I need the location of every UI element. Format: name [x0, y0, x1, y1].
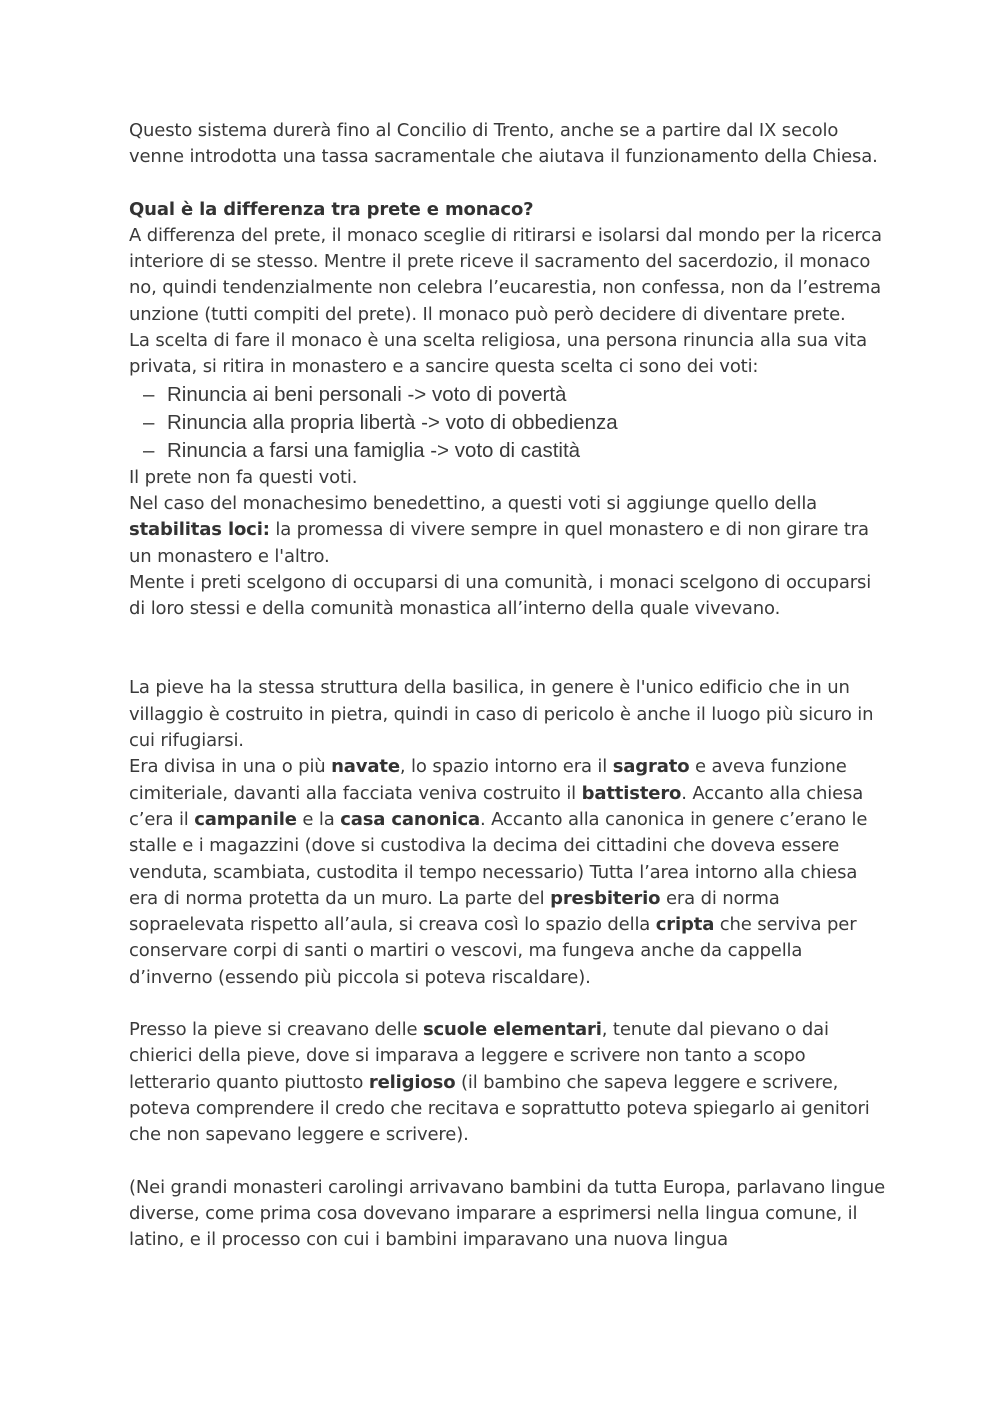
- pieve-layout-paragraph: Era divisa in una o più navate, lo spazio intorno era il sagrato e aveva funzione cimiteriale, davanti alla facciata veniva costruito il battistero. Accanto alla chiesa c’era il campanile e la casa canonica. Accanto alla canonica in genere c’erano le stalle e i magazzini (dove si custodiva la decima dei cittadini che doveva essere venduta, scambiata, custodita il tempo necessario) Tutta l’area intorno alla chiesa era di norma protetta da un muro. La parte del presbiterio era di norma sopraelevata rispetto all’aula, si creava così lo spazio della cripta che serviva per conservare corpi di santi o martiri o vescovi, ma fungeva anche da cappella d’inverno (essendo più piccola si poteva riscaldare).: [129, 756, 868, 988]
- spacer: [129, 1149, 889, 1175]
- monk-choice-paragraph: La scelta di fare il monaco è una scelta religiosa, una persona rinuncia alla sua vita privata, si ritira in monastero e a sancire questa scelta ci sono dei voti:: [129, 330, 867, 378]
- bold-term: casa canonica: [340, 808, 481, 830]
- carolingian-paragraph: (Nei grandi monasteri carolingi arrivavano bambini da tutta Europa, parlavano lingue diverse, come prima cosa dovevano imparare a esprimersi nella lingua comune, il latino, e il processo con cui i bambini imparavano una nuova lingua: [129, 1176, 886, 1251]
- list-item: – Rinuncia alla propria libertà -> voto di obbedienza: [129, 409, 889, 437]
- bold-term: battistero: [581, 782, 682, 804]
- list-item: – Rinuncia ai beni personali -> voto di povertà: [129, 381, 889, 409]
- spacer: [129, 991, 889, 1017]
- intro-paragraph: Questo sistema durerà fino al Concilio di Trento, anche se a partire dal IX secolo venne introdotta una tassa sacramentale che aiutava il funzionamento della Chiesa.: [129, 120, 878, 168]
- bold-term: navate: [331, 756, 400, 778]
- bold-term: campanile: [194, 808, 297, 830]
- bold-term: religioso: [368, 1071, 456, 1093]
- list-item: – Rinuncia a farsi una famiglia -> voto di castità: [129, 437, 889, 465]
- bold-term: presbiterio: [550, 887, 661, 909]
- bold-term: cripta: [655, 914, 715, 936]
- dash-bullet: –: [143, 382, 155, 406]
- bold-term: sagrato: [612, 756, 690, 778]
- spacer: [129, 171, 889, 197]
- community-paragraph: Mente i preti scelgono di occuparsi di una comunità, i monaci scelgono di occuparsi di loro stessi e della comunità monastica all’interno della quale vivevano.: [129, 571, 872, 620]
- priest-no-votes-paragraph: Il prete non fa questi voti.: [129, 466, 358, 488]
- dash-bullet: –: [143, 438, 155, 462]
- section-heading: Qual è la differenza tra prete e monaco?: [129, 198, 534, 220]
- schools-paragraph: Presso la pieve si creavano delle scuole elementari, tenute dal pievano o dai chierici della pieve, dove si imparava a leggere e scrivere non tanto a scopo letterario quanto piuttosto religioso (il bambino che sapeva leggere e scrivere, poteva comprendere il credo che recitava e soprattutto poteva spiegarlo ai genitori che non sapevano leggere e scrivere).: [129, 1019, 870, 1146]
- stabilitas-paragraph: Nel caso del monachesimo benedettino, a questi voti si aggiunge quello della stabilitas loci: la promessa di vivere sempre in quel monastero e di non girare tra un monastero e l'altro.: [129, 492, 869, 567]
- monk-priest-paragraph: A differenza del prete, il monaco sceglie di ritirarsi e isolarsi dal mondo per la ricerca interiore di se stesso. Mentre il prete riceve il sacramento del sacerdozio, il monaco no, quindi tendenzialmente non celebra l’eucarestia, non confessa, non da l’estrema unzione (tutti compiti del prete). Il monaco può però decidere di diventare prete.: [129, 224, 882, 325]
- pieve-structure-paragraph: La pieve ha la stessa struttura della basilica, in genere è l'unico edificio che in un villaggio è costruito in pietra, quindi in caso di pericolo è anche il luogo più sicuro in cui rifugiarsi.: [129, 677, 874, 752]
- spacer: [129, 622, 889, 675]
- votes-list: [129, 381, 889, 465]
- bold-term: stabilitas loci:: [129, 519, 270, 541]
- document-body: [129, 118, 889, 1253]
- bold-term: scuole elementari: [422, 1019, 602, 1041]
- dash-bullet: –: [143, 410, 155, 434]
